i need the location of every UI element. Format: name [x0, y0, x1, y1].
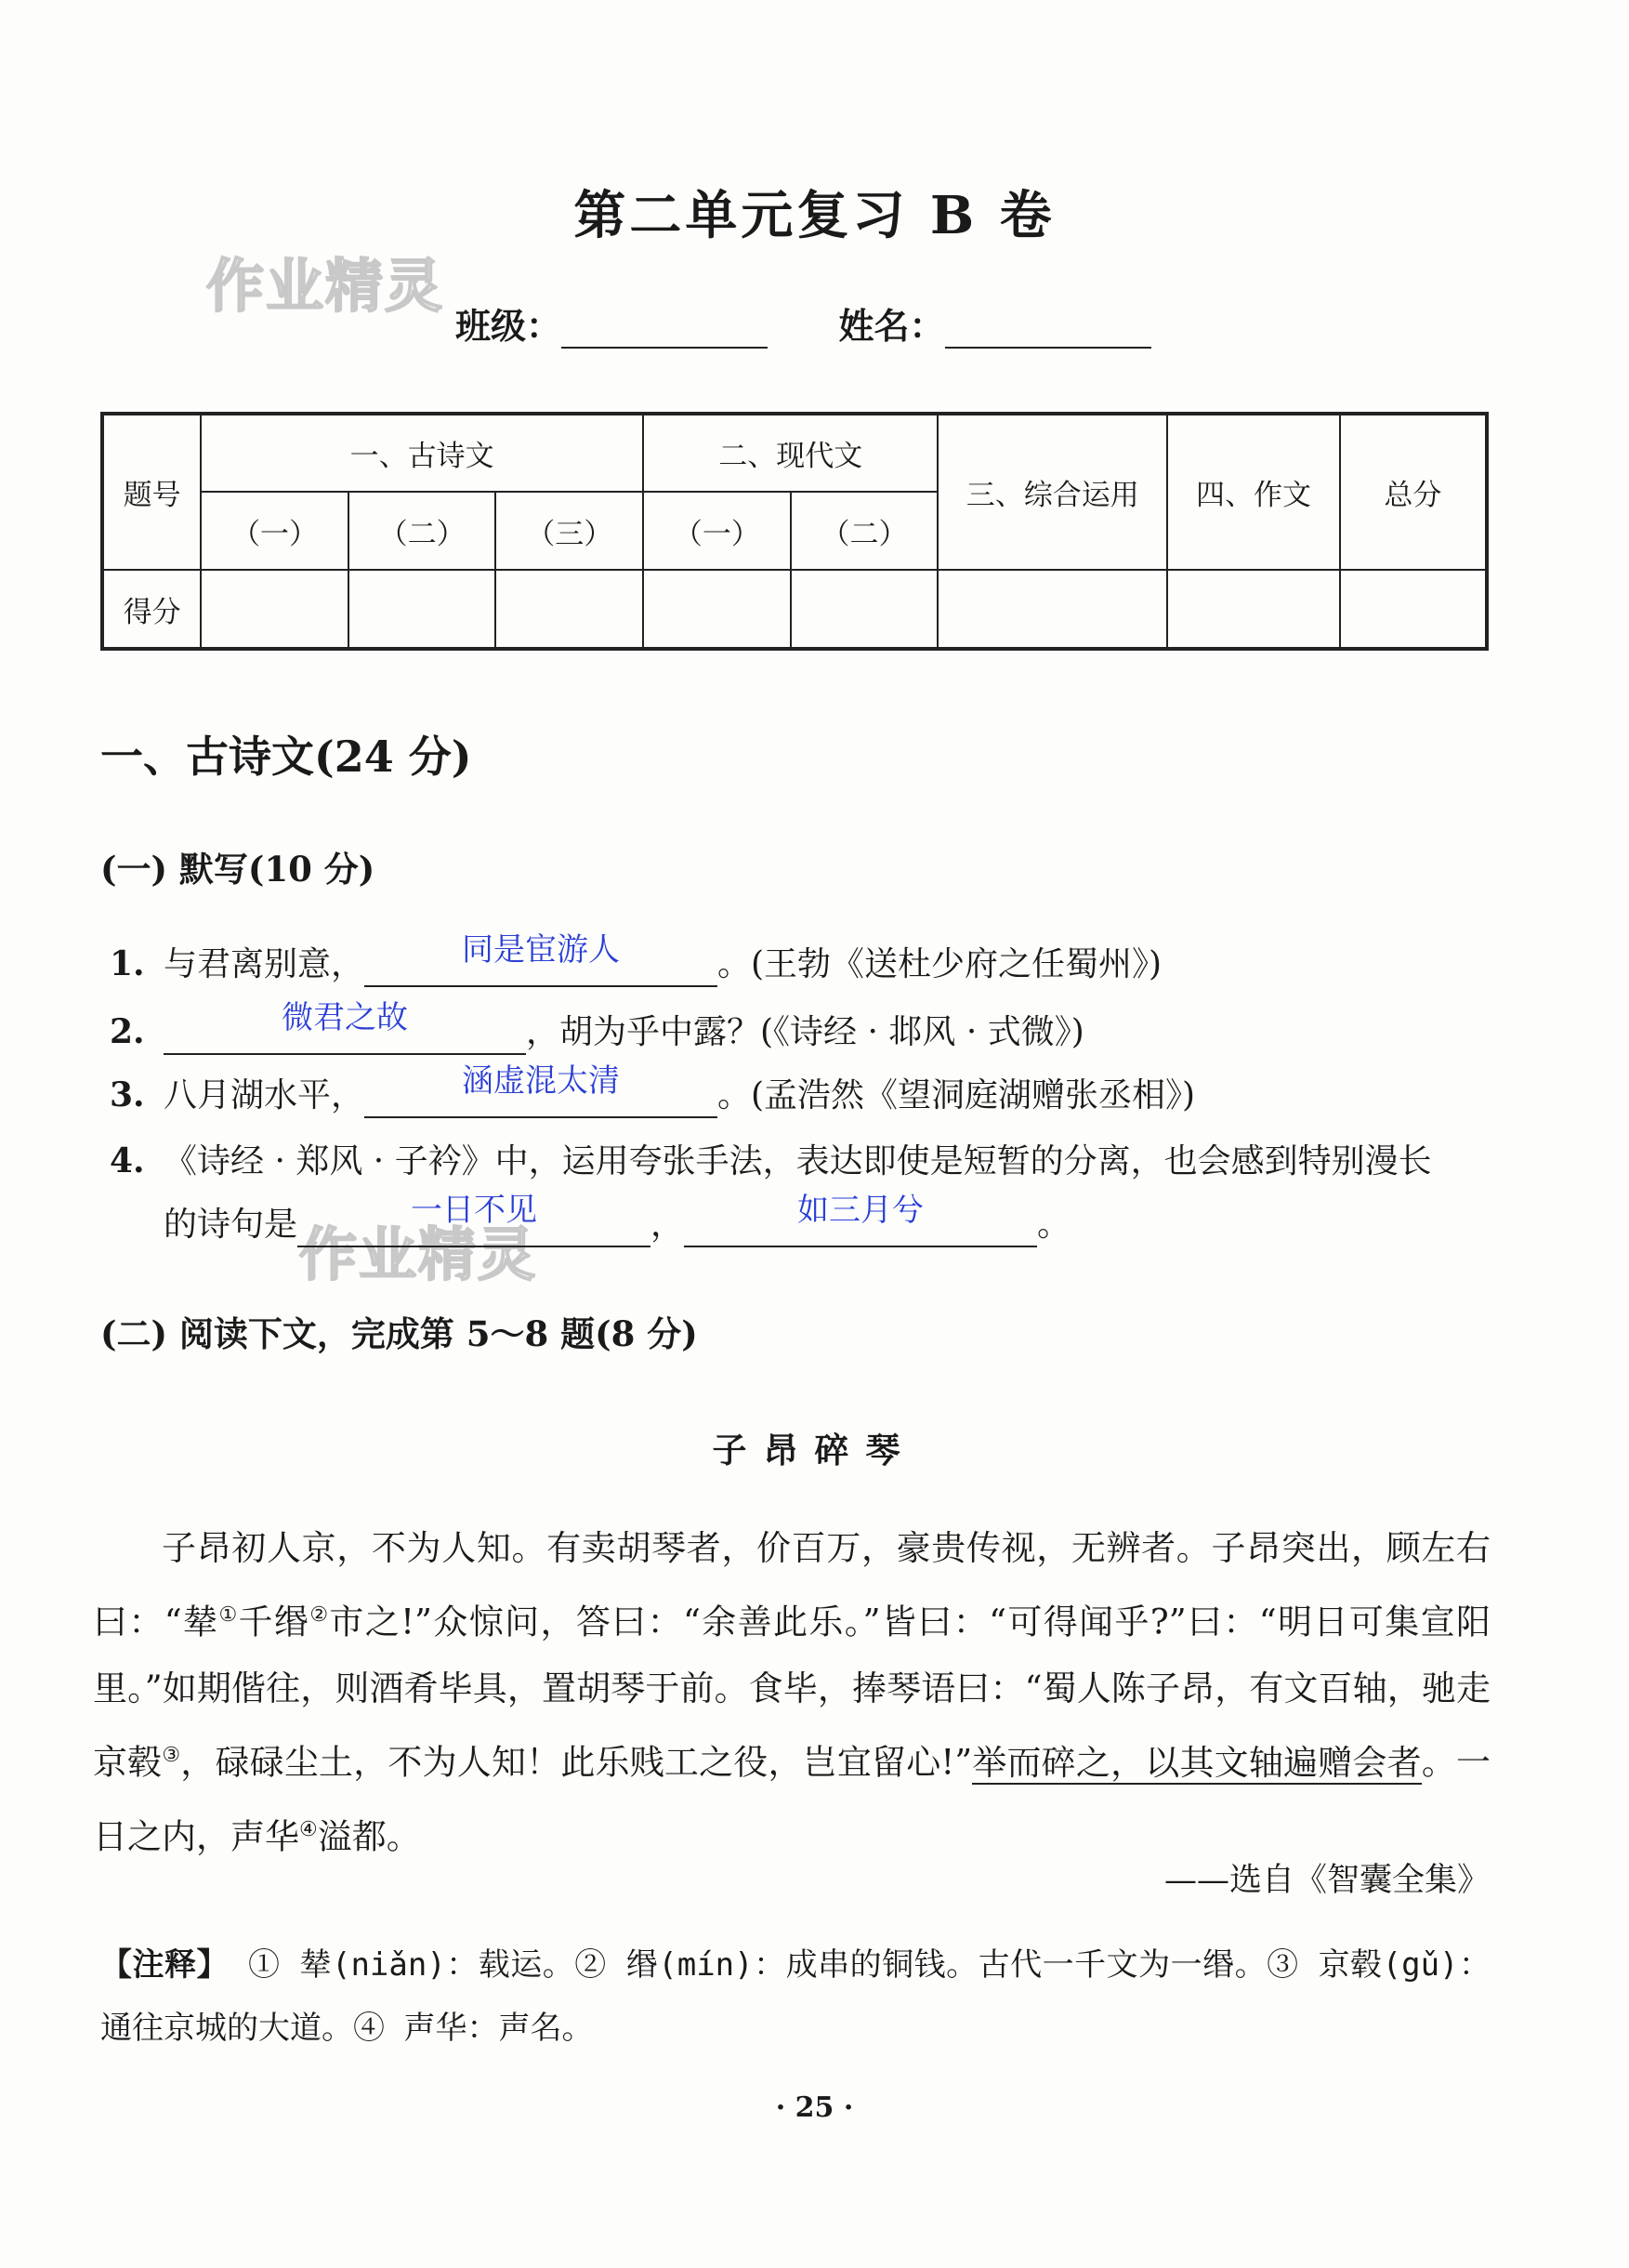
score-table	[100, 412, 1489, 651]
question-text: 。(王勃《送杜少府之任蜀州》)	[717, 945, 1163, 983]
page-number: · 25 ·	[775, 2091, 854, 2124]
student-info-row	[455, 297, 1151, 349]
notes-text: ① 辇(niǎn)：载运。② 缗(mín)：成串的铜钱。古代一千文为一缗。③ 京毂(gǔ)：通往京城的大道。④ 声华：声名。	[100, 1946, 1491, 2047]
score-cell[interactable]	[643, 570, 791, 649]
score-cell[interactable]	[938, 570, 1167, 649]
passage-text: 子昂初人京，不为人知。有卖胡琴者，价百万，豪贵传视，无辨者。子昂突出，顾左右曰：“辇	[93, 1528, 1491, 1642]
footnote-marker: ④	[299, 1817, 318, 1841]
notes-label: 【注释】	[100, 1946, 230, 1984]
question-text: 。	[1037, 1206, 1071, 1244]
score-cell[interactable]	[201, 570, 348, 649]
name-field[interactable]	[945, 310, 1151, 349]
sub-header: （三）	[495, 492, 643, 570]
name-label: 姓名：	[838, 305, 945, 347]
watermark: 作业精灵	[299, 1220, 538, 1288]
section-heading: 一、古诗文(24 分)	[100, 732, 472, 782]
question-text: 八月湖水平，	[164, 1076, 365, 1114]
group-header: 二、现代文	[643, 414, 938, 492]
question-text: 的诗句是	[164, 1206, 298, 1244]
watermark: 作业精灵	[206, 252, 445, 320]
question-number: 3.	[110, 1075, 145, 1114]
passage-text: 市之!”众惊问，答曰：“余善此乐。”皆曰：“可得闻乎?”曰：“明日可集宣阳里。”如期偕往，则酒肴毕具，置胡琴于前。食毕，捧琴语曰：“蜀人陈子昂，有文百轴，驰走京毂	[93, 1602, 1491, 1783]
question-2	[110, 999, 1084, 1055]
question-4-line2	[164, 1192, 1071, 1247]
score-cell[interactable]	[791, 570, 939, 649]
sub-header: （一）	[643, 492, 791, 570]
passage-source: ——选自《智囊全集》	[1163, 1862, 1490, 1899]
page-title: 第二单元复习 B 卷	[573, 185, 1056, 246]
footnote-marker: ②	[309, 1603, 330, 1627]
passage-text: 溢都。	[317, 1815, 421, 1856]
sub-header: （二）	[791, 492, 939, 570]
question-text: 与君离别意，	[164, 945, 365, 983]
part-heading: (二) 阅读下文，完成第 5～8 题(8 分)	[100, 1313, 698, 1354]
passage-text: ，碌碌尘土，不为人知！此乐贱工之役，岂宜留心!”	[180, 1742, 973, 1783]
question-number: 4.	[110, 1141, 145, 1180]
answer-blank[interactable]	[364, 931, 717, 987]
question-number: 2.	[110, 1012, 145, 1051]
class-label: 班级：	[455, 305, 562, 347]
part-heading: (一) 默写(10 分)	[100, 849, 375, 890]
handwritten-answer: 如三月兮	[797, 1192, 925, 1229]
handwritten-answer: 一日不见	[411, 1192, 538, 1229]
col-header: 三、综合运用	[938, 414, 1167, 570]
score-cell[interactable]	[495, 570, 643, 649]
sub-header: （二）	[348, 492, 496, 570]
answer-blank[interactable]	[684, 1192, 1037, 1247]
footnote-marker: ③	[162, 1744, 181, 1768]
question-number: 1.	[110, 944, 145, 983]
passage-text: 千缗	[238, 1602, 310, 1642]
question-text: ，胡为乎中露？(《诗经 · 邶风 · 式微》)	[526, 1013, 1084, 1051]
question-3	[110, 1062, 1196, 1118]
annotation-notes	[100, 1933, 1491, 2060]
sub-header: （一）	[201, 492, 348, 570]
score-label: 得分	[102, 570, 201, 649]
answer-blank[interactable]	[297, 1192, 650, 1247]
score-cell[interactable]	[1340, 570, 1487, 649]
passage-text: 。一日之内，声华	[93, 1742, 1491, 1856]
passage-body	[93, 1515, 1491, 1870]
group-header: 一、古诗文	[201, 414, 643, 492]
class-field[interactable]	[561, 310, 768, 349]
question-4	[110, 1139, 1432, 1184]
row-label: 题号	[102, 414, 201, 570]
separator: ，	[650, 1206, 685, 1244]
passage-title: 子昂碎琴	[712, 1430, 917, 1470]
handwritten-answer: 微君之故	[282, 999, 408, 1036]
footnote-marker: ①	[218, 1603, 239, 1627]
col-header: 四、作文	[1167, 414, 1339, 570]
question-text: 。(孟浩然《望洞庭湖赠张丞相》)	[717, 1076, 1196, 1114]
score-cell[interactable]	[1167, 570, 1339, 649]
score-cell[interactable]	[348, 570, 496, 649]
question-1	[110, 931, 1163, 987]
underlined-sentence: 举而碎之，以其文轴遍赠会者	[972, 1742, 1422, 1783]
question-text: 《诗经 · 郑风 · 子衿》中，运用夸张手法，表达即使是短暂的分离，也会感到特别漫长	[164, 1142, 1432, 1180]
answer-blank[interactable]	[364, 1062, 717, 1118]
handwritten-answer: 涵虚混太清	[462, 1062, 621, 1100]
col-header: 总分	[1340, 414, 1487, 570]
handwritten-answer: 同是宦游人	[462, 931, 621, 969]
answer-blank[interactable]	[164, 999, 526, 1055]
